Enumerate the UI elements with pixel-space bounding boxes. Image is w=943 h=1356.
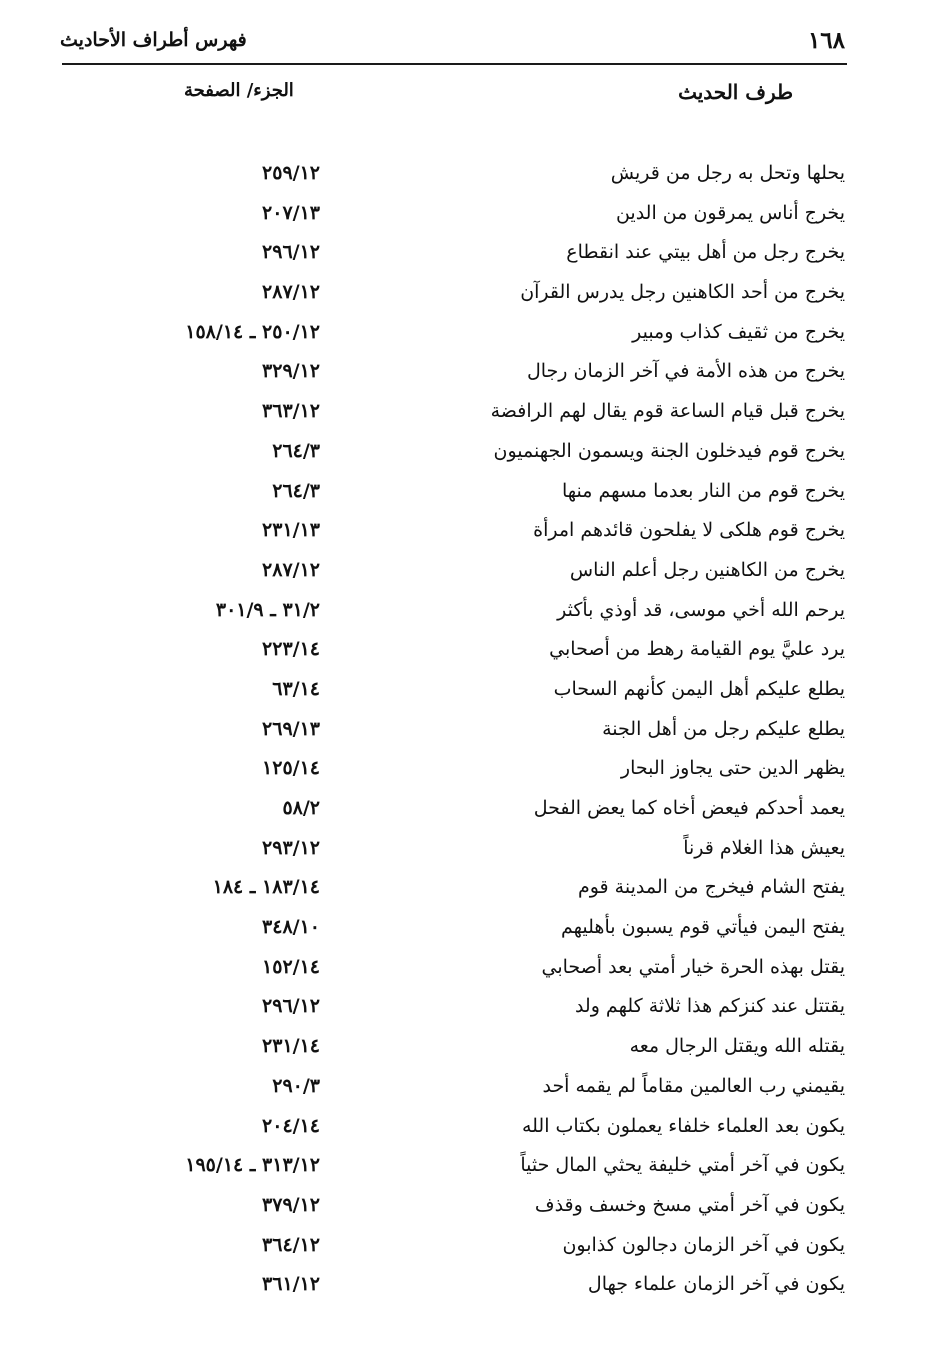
volume-page-reference: ٢٢٣/١٤	[262, 638, 320, 661]
index-entry-row	[0, 1228, 943, 1268]
index-entry-row	[0, 553, 943, 593]
hadith-text: يخرج قبل قيام الساعة قوم يقال لهم الرافضة	[490, 400, 845, 423]
hadith-text: يخرج من هذه الأمة في آخر الزمان رجال	[526, 360, 845, 383]
volume-page-reference: ٢٠٤/١٤	[262, 1114, 320, 1137]
column-header-hadith: طرف الحديث	[678, 80, 793, 104]
hadith-text: يعمد أحدكم فيعض أخاه كما يعض الفحل	[533, 797, 845, 819]
volume-page-reference: ١٢٥/١٤	[262, 757, 320, 780]
volume-page-reference: ٢٨٧/١٢	[262, 558, 320, 581]
index-entry-row	[0, 434, 943, 474]
index-entry-row	[0, 593, 943, 633]
index-entry-row	[0, 1069, 943, 1109]
index-entry-row	[0, 196, 943, 236]
hadith-text: يخرج من ثقيف كذاب ومبير	[632, 320, 845, 343]
hadith-text: يفتح اليمن فيأتي قوم يسبون بأهليهم	[561, 916, 845, 939]
index-entry-row	[0, 910, 943, 950]
hadith-text: يرد عليَّ يوم القيامة رهط من أصحابي	[549, 638, 845, 661]
volume-page-reference: ٢٥٠/١٢ ـ ١٥٨/١٤	[185, 320, 320, 343]
volume-page-reference: ٣٢٩/١٢	[262, 360, 320, 383]
index-entry-row	[0, 513, 943, 553]
index-entry-row	[0, 870, 943, 910]
volume-page-reference: ٢٩٠/٣	[272, 1074, 320, 1097]
hadith-text: يخرج أناس يمرقون من الدين	[615, 201, 845, 224]
volume-page-reference: ٢٩٦/١٢	[262, 995, 320, 1018]
hadith-text: يكون في آخر أمتي خليفة يحثي المال حثياً	[520, 1154, 845, 1177]
hadith-text: يخرج قوم من النار بعدما مسهم منها	[562, 479, 845, 502]
hadith-text: يخرج قوم هلكى لا يفلحون قائدهم امرأة	[533, 519, 845, 542]
volume-page-reference: ٦٣/١٤	[272, 677, 320, 700]
index-entry-row	[0, 1267, 943, 1307]
hadith-text: يقتتل عند كنزكم هذا ثلاثة كلهم ولد	[574, 995, 845, 1018]
index-entry-row	[0, 1148, 943, 1188]
hadith-text: يطلع عليكم رجل من أهل الجنة	[602, 717, 845, 740]
volume-page-reference: ٢٥٩/١٢	[262, 162, 320, 184]
index-entry-row	[0, 950, 943, 990]
volume-page-reference: ٢٦٩/١٣	[262, 717, 320, 740]
volume-page-reference: ٣٦٤/١٢	[262, 1233, 320, 1256]
hadith-text: يكون في آخر الزمان دجالون كذابون	[562, 1233, 845, 1256]
index-entry-row	[0, 1188, 943, 1228]
hadith-text: يقتله الله ويقتل الرجال معه	[629, 1035, 845, 1058]
hadith-text: يعيش هذا الغلام قرناً	[683, 836, 845, 859]
volume-page-reference: ٢٦٤/٣	[272, 439, 320, 462]
volume-page-reference: ١٥٢/١٤	[262, 955, 320, 978]
index-entry-row	[0, 315, 943, 355]
hadith-text: يقيمني رب العالمين مقاماً لم يقمه أحد	[542, 1074, 845, 1097]
index-entry-row	[0, 791, 943, 831]
index-entry-row	[0, 474, 943, 514]
volume-page-reference: ٣١/٢ ـ ٣٠١/٩	[215, 598, 320, 621]
header-rule	[62, 63, 847, 65]
hadith-text: يخرج من أحد الكاهنين رجل يدرس القرآن	[520, 281, 845, 304]
hadith-text: يكون في آخر أمتي مسخ وخسف وقذف	[534, 1193, 845, 1216]
volume-page-reference: ٣٧٩/١٢	[262, 1193, 320, 1216]
index-entry-row	[0, 672, 943, 712]
volume-page-reference: ٢٩٣/١٢	[262, 836, 320, 859]
hadith-text: يرحم الله أخي موسى، قد أوذي بأكثر	[557, 598, 845, 621]
index-entry-row	[0, 1109, 943, 1149]
volume-page-reference: ٢٣١/١٣	[262, 519, 320, 542]
hadith-text: يكون بعد العلماء خلفاء يعملون بكتاب الله	[521, 1114, 845, 1137]
volume-page-reference: ٢٨٧/١٢	[262, 281, 320, 304]
hadith-text: يحلها وتحل به رجل من قريش	[610, 162, 845, 184]
hadith-text: يظهر الدين حتى يجاوز البحار	[620, 757, 845, 780]
index-entry-row	[0, 275, 943, 315]
volume-page-reference: ٣١٣/١٢ ـ ١٩٥/١٤	[185, 1154, 320, 1177]
volume-page-reference: ٣٤٨/١٠	[262, 916, 320, 939]
index-entry-row	[0, 394, 943, 434]
index-entry-row	[0, 235, 943, 275]
volume-page-reference: ٥٨/٢	[282, 797, 320, 819]
column-headers	[0, 76, 943, 112]
index-entry-row	[0, 156, 943, 196]
hadith-text: يخرج قوم فيدخلون الجنة ويسمون الجهنميون	[493, 439, 845, 462]
index-entry-row	[0, 1029, 943, 1069]
volume-page-reference: ٢٣١/١٤	[262, 1035, 320, 1058]
volume-page-reference: ٣٦١/١٢	[262, 1273, 320, 1296]
index-entry-row	[0, 712, 943, 752]
volume-page-reference: ٢٩٦/١٢	[262, 241, 320, 264]
volume-page-reference: ٣٦٣/١٢	[262, 400, 320, 423]
section-title: فهرس أطراف الأحاديث	[60, 29, 247, 51]
index-entry-row	[0, 632, 943, 672]
volume-page-reference: ٢٦٤/٣	[272, 479, 320, 502]
running-head	[60, 20, 845, 60]
index-entry-row	[0, 751, 943, 791]
index-entry-row	[0, 831, 943, 871]
volume-page-reference: ٢٠٧/١٣	[262, 201, 320, 224]
hadith-text: يكون في آخر الزمان علماء جهال	[587, 1273, 845, 1296]
hadith-text: يخرج من الكاهنين رجل أعلم الناس	[569, 558, 845, 581]
index-entries	[0, 156, 943, 1307]
page-number: ١٦٨	[807, 26, 845, 54]
index-entry-row	[0, 989, 943, 1029]
hadith-text: يفتح الشام فيخرج من المدينة قوم	[577, 876, 845, 899]
index-entry-row	[0, 354, 943, 394]
hadith-text: يخرج رجل من أهل بيتي عند انقطاع	[566, 241, 845, 264]
hadith-text: يطلع عليكم أهل اليمن كأنهم السحاب	[553, 677, 845, 700]
column-header-reference: الجزء/ الصفحة	[184, 80, 294, 101]
hadith-text: يقتل بهذه الحرة خيار أمتي بعد أصحابي	[541, 955, 845, 978]
volume-page-reference: ١٨٣/١٤ ـ ١٨٤	[212, 876, 320, 899]
